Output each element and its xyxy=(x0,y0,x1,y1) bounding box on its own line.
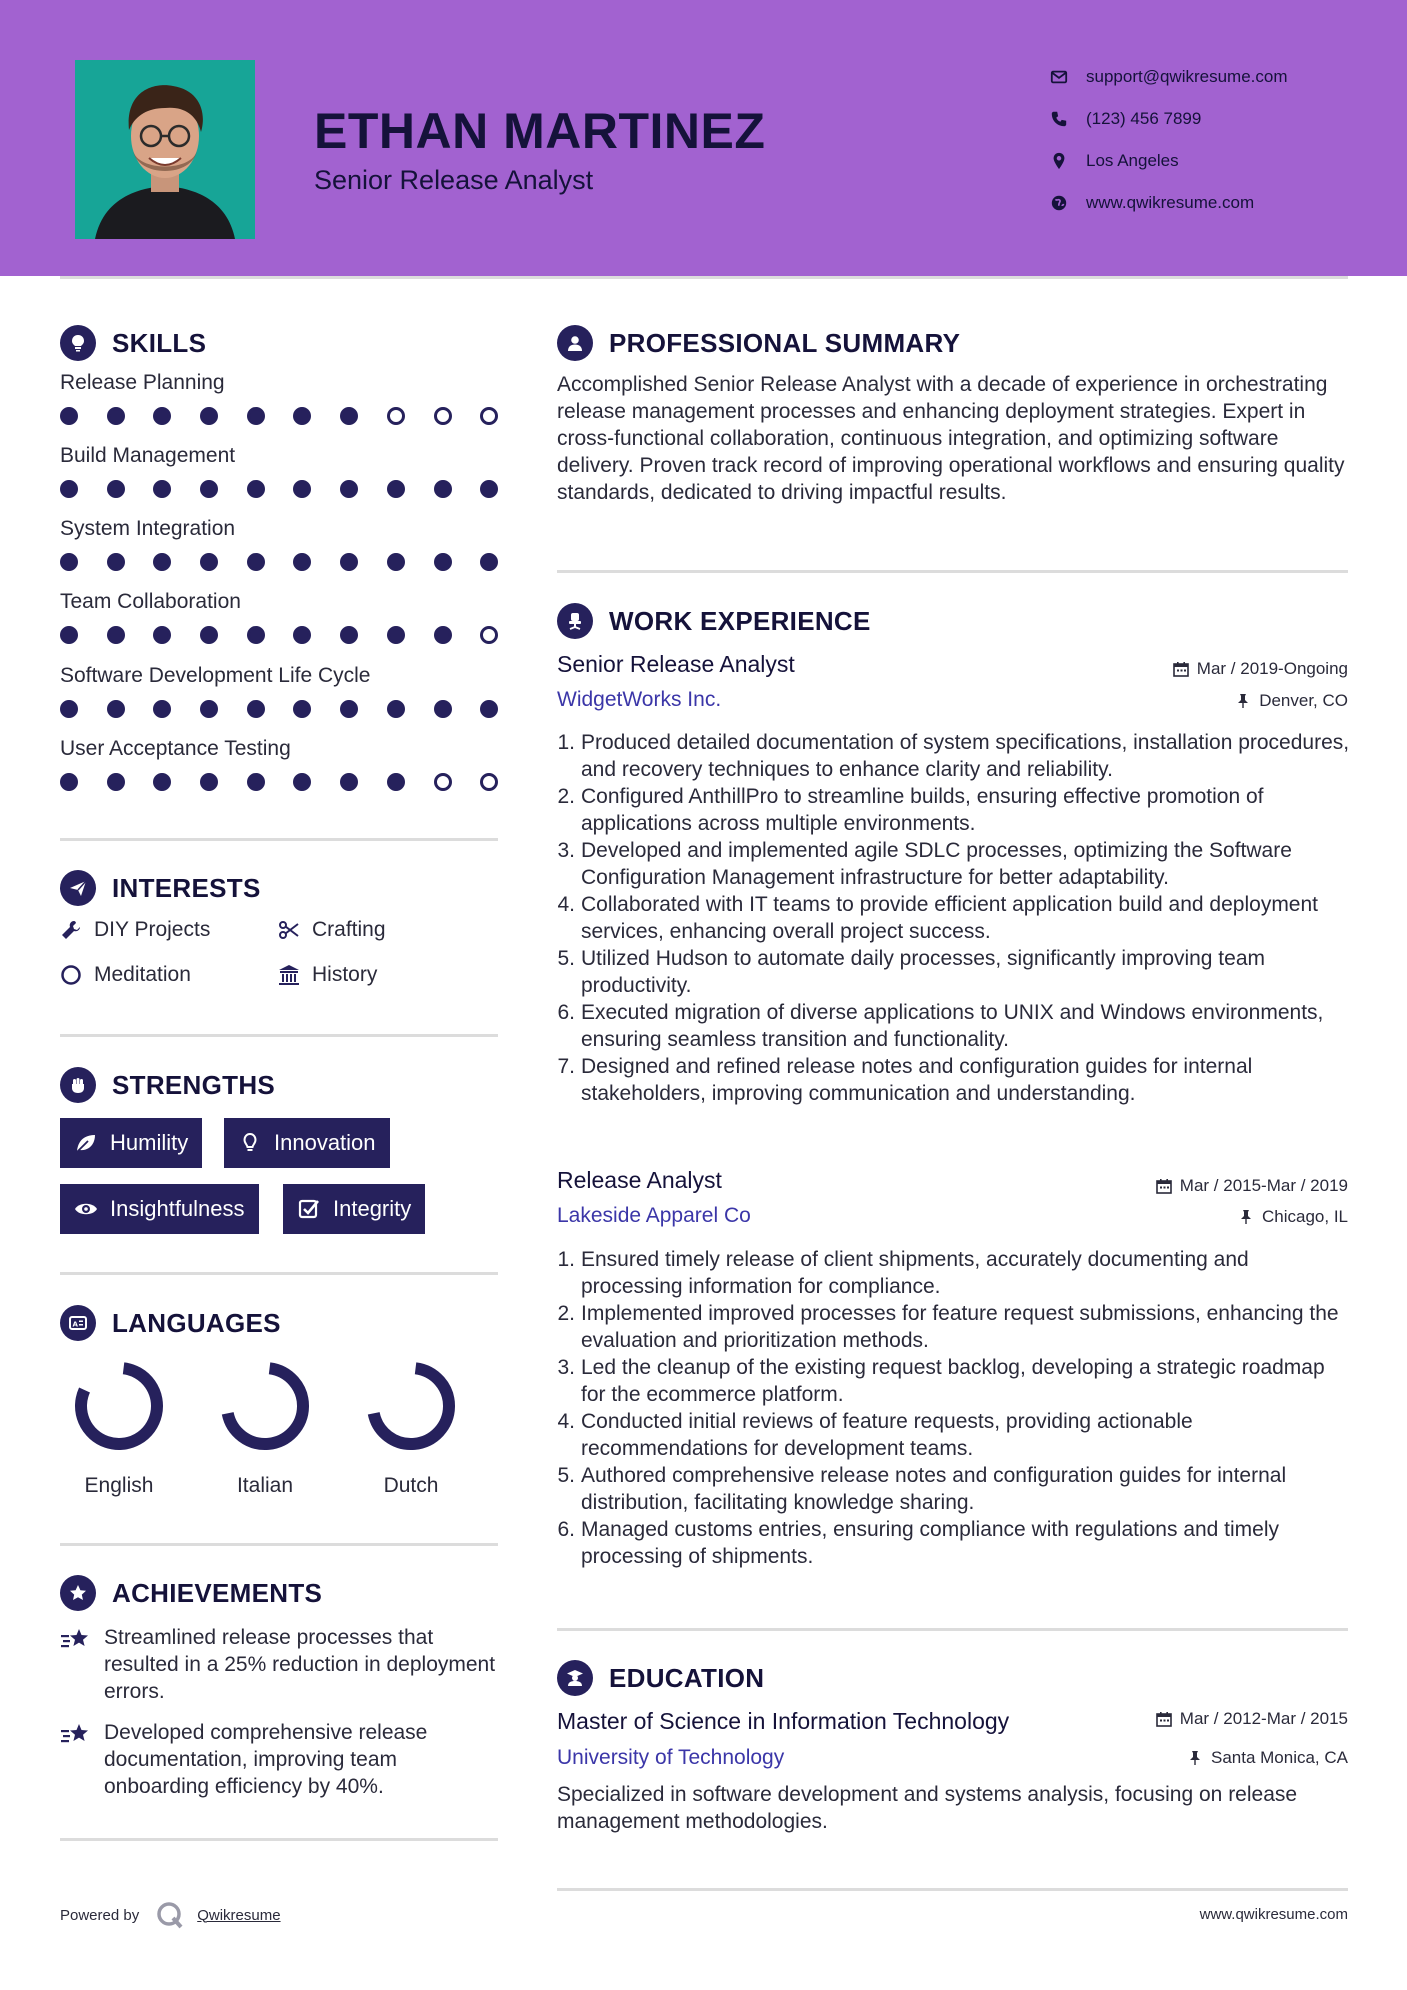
rating-dot-filled xyxy=(107,773,125,791)
responsibility-item xyxy=(551,1354,1351,1408)
contact-phone[interactable] xyxy=(1050,98,1390,140)
rating-dot-filled xyxy=(153,700,171,718)
rating-dot-filled xyxy=(200,773,218,791)
rating-dot-filled xyxy=(200,407,218,425)
skill-item xyxy=(60,737,500,791)
graduate-icon xyxy=(557,1660,593,1696)
interest-label: DIY Projects xyxy=(94,918,211,941)
list-number: 5. xyxy=(557,947,575,970)
language-level-gauge xyxy=(217,1358,313,1454)
strength-label: Innovation xyxy=(274,1130,376,1155)
rating-dot-filled xyxy=(434,700,452,718)
calendar-icon xyxy=(1156,1711,1172,1727)
responsibility-item xyxy=(551,729,1351,783)
globe-icon xyxy=(1050,194,1068,212)
email-text: support@qwikresume.com xyxy=(1086,67,1288,86)
rating-dot-filled xyxy=(434,626,452,644)
skill-rating xyxy=(60,480,500,498)
resume-header xyxy=(0,0,1407,276)
education-location-text: Santa Monica, CA xyxy=(1210,1748,1348,1767)
job-dates-text: Mar / 2015-Mar / 2019 xyxy=(1179,1176,1348,1195)
strength-label: Humility xyxy=(110,1130,189,1155)
responsibility-item xyxy=(551,1300,1351,1354)
responsibility-text: Collaborated with IT teams to provide efficient application build and deployment services, enhancing overall project success. xyxy=(581,893,1318,943)
rating-dot-filled xyxy=(107,480,125,498)
museum-icon xyxy=(278,964,300,986)
responsibility-text: Authored comprehensive release notes and configuration guides for internal distribution, facilitating knowledge sharing. xyxy=(581,1464,1287,1514)
rating-dot-filled xyxy=(247,407,265,425)
skill-name: Team Collaboration xyxy=(60,590,241,613)
qwikresume-logo-icon xyxy=(155,1900,185,1930)
rating-dot-empty xyxy=(480,773,498,791)
achievement-text: Developed comprehensive release documentation, improving team onboarding efficiency by 40%. xyxy=(104,1721,428,1798)
skill-item xyxy=(60,590,500,644)
skills-heading xyxy=(60,325,206,361)
rating-dot-filled xyxy=(387,773,405,791)
rating-dot-filled xyxy=(60,407,78,425)
skill-item xyxy=(60,664,500,718)
strength-integrity xyxy=(283,1184,425,1234)
list-number: 1. xyxy=(557,1248,575,1271)
languages-heading xyxy=(60,1305,281,1341)
rating-dot-filled xyxy=(434,480,452,498)
rating-dot-filled xyxy=(340,773,358,791)
degree-title: Master of Science in Information Technology xyxy=(557,1708,1010,1734)
education-dates-text: Mar / 2012-Mar / 2015 xyxy=(1179,1709,1348,1728)
responsibility-text: Produced detailed documentation of system specifications, installation procedures, and recovery techniques to enhance clarity and reliability. xyxy=(581,731,1350,781)
skill-rating xyxy=(60,407,500,425)
responsibility-text: Designed and refined release notes and configuration guides for internal stakeholders, improving communication and understanding. xyxy=(581,1055,1253,1105)
achievement-text: Streamlined release processes that resulted in a 25% reduction in deployment errors. xyxy=(104,1626,496,1703)
list-number: 2. xyxy=(557,1302,575,1325)
contact-info xyxy=(1050,56,1390,224)
rating-dot-filled xyxy=(434,553,452,571)
lightbulb-icon xyxy=(60,325,96,361)
responsibility-item xyxy=(551,1053,1351,1107)
interest-label: History xyxy=(312,963,378,986)
rating-dot-filled xyxy=(387,626,405,644)
language-name: Dutch xyxy=(383,1474,439,1497)
responsibility-item xyxy=(551,999,1351,1053)
rating-dot-filled xyxy=(293,480,311,498)
calendar-icon xyxy=(1156,1178,1172,1194)
contact-email[interactable] xyxy=(1050,56,1390,98)
rating-dot-filled xyxy=(200,700,218,718)
responsibility-item xyxy=(551,891,1351,945)
interest-diy-projects xyxy=(60,918,210,942)
summary-title: PROFESSIONAL SUMMARY xyxy=(609,327,961,358)
rating-dot-filled xyxy=(293,553,311,571)
shooting-star-icon xyxy=(60,1721,92,1749)
education-divider xyxy=(557,1888,1348,1891)
rating-dot-empty xyxy=(480,626,498,644)
rating-dot-filled xyxy=(60,773,78,791)
wrench-icon xyxy=(60,919,82,941)
rating-dot-filled xyxy=(107,626,125,644)
responsibility-item xyxy=(551,1408,1351,1462)
strengths-heading xyxy=(60,1067,275,1103)
list-number: 6. xyxy=(557,1518,575,1541)
strength-label: Insightfulness xyxy=(110,1196,245,1221)
achievement-item xyxy=(60,1624,500,1705)
calendar-icon xyxy=(1173,661,1189,677)
company-name: Lakeside Apparel Co xyxy=(557,1204,751,1227)
job-location-text: Chicago, IL xyxy=(1262,1207,1348,1226)
skill-rating xyxy=(60,773,500,791)
rating-dot-filled xyxy=(247,773,265,791)
rating-dot-filled xyxy=(340,700,358,718)
language-level-arc xyxy=(228,1368,303,1444)
rating-dot-filled xyxy=(293,407,311,425)
list-number: 7. xyxy=(557,1055,575,1078)
rating-dot-empty xyxy=(434,773,452,791)
skills-divider xyxy=(60,838,498,841)
summary-divider xyxy=(557,570,1348,573)
experience-title: WORK EXPERIENCE xyxy=(609,605,871,636)
language-level-gauge xyxy=(363,1358,459,1454)
strength-insightfulness xyxy=(60,1184,259,1234)
rating-dot-filled xyxy=(340,480,358,498)
rating-dot-filled xyxy=(60,553,78,571)
responsibility-item xyxy=(551,1246,1351,1300)
rating-dot-filled xyxy=(200,553,218,571)
language-name: Italian xyxy=(236,1474,294,1497)
rating-dot-filled xyxy=(107,700,125,718)
responsibility-text: Configured AnthillPro to streamline builds, ensuring effective promotion of applications across multiple environments. xyxy=(581,785,1264,835)
office-chair-icon xyxy=(557,603,593,639)
skill-name: System Integration xyxy=(60,517,236,540)
svg-text:A: A xyxy=(72,1320,79,1329)
rating-dot-filled xyxy=(340,626,358,644)
rating-dot-filled xyxy=(247,553,265,571)
location-text: Los Angeles xyxy=(1086,151,1179,170)
language-item xyxy=(351,1358,471,1498)
pushpin-icon xyxy=(1187,1750,1203,1766)
contact-location xyxy=(1050,140,1390,182)
check-square-icon xyxy=(297,1197,321,1221)
rating-dot-filled xyxy=(247,700,265,718)
responsibility-text: Managed customs entries, ensuring compliance with regulations and timely processing of shipments. xyxy=(581,1518,1280,1568)
circle-icon xyxy=(60,964,82,986)
achievements-divider xyxy=(60,1838,498,1841)
rating-dot-filled xyxy=(60,700,78,718)
rating-dot-filled xyxy=(153,773,171,791)
job-title: Senior Release Analyst xyxy=(557,651,795,677)
phone-text: (123) 456 7899 xyxy=(1086,109,1202,128)
skill-name: Build Management xyxy=(60,444,236,467)
responsibility-item xyxy=(551,1462,1351,1516)
rating-dot-filled xyxy=(480,553,498,571)
strengths-divider xyxy=(60,1272,498,1275)
rating-dot-filled xyxy=(293,773,311,791)
rating-dot-filled xyxy=(153,407,171,425)
rating-dot-empty xyxy=(480,407,498,425)
list-number: 3. xyxy=(557,1356,575,1379)
list-number: 4. xyxy=(557,893,575,916)
user-icon xyxy=(557,325,593,361)
list-number: 1. xyxy=(557,731,575,754)
languages-divider xyxy=(60,1543,498,1546)
strength-humility xyxy=(60,1118,202,1168)
education-heading xyxy=(557,1660,764,1696)
strength-innovation xyxy=(224,1118,390,1168)
leaf-icon xyxy=(74,1131,98,1155)
skills-title: SKILLS xyxy=(112,327,207,358)
fist-icon xyxy=(60,1067,96,1103)
education-description: Specialized in software development and systems analysis, focusing on release management methodologies. xyxy=(557,1783,1298,1833)
strength-label: Integrity xyxy=(333,1196,412,1221)
company-name: WidgetWorks Inc. xyxy=(557,688,722,711)
language-item xyxy=(59,1358,179,1498)
responsibility-item xyxy=(551,945,1351,999)
rating-dot-filled xyxy=(387,700,405,718)
footer-powered-by xyxy=(60,1900,281,1930)
list-number: 4. xyxy=(557,1410,575,1433)
shooting-star-icon xyxy=(60,1626,92,1654)
map-pin-icon xyxy=(1050,152,1068,170)
job-dates xyxy=(1048,659,1348,679)
list-number: 6. xyxy=(557,1001,575,1024)
rating-dot-filled xyxy=(200,626,218,644)
contact-website[interactable] xyxy=(1050,182,1390,224)
interest-meditation xyxy=(60,963,191,987)
eye-icon xyxy=(74,1197,98,1221)
responsibility-text: Executed migration of diverse applications to UNIX and Windows environments, ensuring seamless transition and functionality. xyxy=(581,1001,1324,1051)
skill-rating xyxy=(60,553,500,571)
candidate-name: ETHAN MARTINEZ xyxy=(314,103,766,159)
interest-history xyxy=(278,963,377,987)
strengths-title: STRENGTHS xyxy=(112,1069,276,1100)
rating-dot-filled xyxy=(107,553,125,571)
interests-title: INTERESTS xyxy=(112,872,261,903)
job-location xyxy=(1048,1207,1348,1227)
rating-dot-filled xyxy=(480,700,498,718)
language-level-arc xyxy=(81,1368,157,1444)
footer-website[interactable]: www.qwikresume.com xyxy=(1199,1906,1348,1923)
star-badge-icon xyxy=(60,1575,96,1611)
responsibility-item xyxy=(551,783,1351,837)
rating-dot-filled xyxy=(107,407,125,425)
header-divider xyxy=(60,276,1348,279)
rating-dot-filled xyxy=(387,553,405,571)
list-number: 5. xyxy=(557,1464,575,1487)
interest-label: Crafting xyxy=(312,918,386,941)
skill-name: User Acceptance Testing xyxy=(60,737,291,760)
responsibility-item xyxy=(551,837,1351,891)
responsibility-text: Implemented improved processes for feature request submissions, enhancing the evaluation and prioritization methods. xyxy=(581,1302,1339,1352)
language-name: English xyxy=(84,1474,154,1497)
rating-dot-filled xyxy=(60,626,78,644)
education-title: EDUCATION xyxy=(609,1662,765,1693)
rating-dot-empty xyxy=(434,407,452,425)
responsibility-item xyxy=(551,1516,1351,1570)
achievements-title: ACHIEVEMENTS xyxy=(112,1577,323,1608)
summary-text: Accomplished Senior Release Analyst with a decade of experience in orchestrating release management processes and enhancing deployment strategies. Expert in cross-functional collaboration, continuous integration, and optimizing software delivery. Proven track record of improving operational workflows and ensuring quality standards, dedicated to driving impactful results. xyxy=(557,373,1345,504)
profile-photo xyxy=(75,60,255,239)
job-responsibilities xyxy=(551,1246,1351,1570)
education-location xyxy=(1048,1748,1348,1768)
skill-rating xyxy=(60,700,500,718)
school-name: University of Technology xyxy=(557,1746,785,1769)
scissors-icon xyxy=(278,919,300,941)
job-title: Release Analyst xyxy=(557,1167,722,1193)
responsibility-text: Led the cleanup of the existing request backlog, developing a strategic roadmap for the ecommerce platform. xyxy=(581,1356,1325,1406)
brand-link[interactable]: Qwikresume xyxy=(197,1906,281,1924)
rating-dot-filled xyxy=(200,480,218,498)
rating-dot-filled xyxy=(153,553,171,571)
rating-dot-filled xyxy=(247,480,265,498)
interests-heading xyxy=(60,870,261,906)
rating-dot-filled xyxy=(480,480,498,498)
paper-plane-icon xyxy=(60,870,96,906)
powered-by-text: Powered by xyxy=(60,1906,140,1924)
pushpin-icon xyxy=(1238,1209,1254,1225)
language-level-gauge xyxy=(71,1358,167,1454)
achievement-item xyxy=(60,1719,500,1800)
responsibility-text: Conducted initial reviews of feature requests, providing actionable recommendations for development teams. xyxy=(581,1410,1193,1460)
rating-dot-empty xyxy=(387,407,405,425)
responsibility-text: Utilized Hudson to automate daily processes, significantly improving team productivity. xyxy=(581,947,1265,997)
languages-title: LANGUAGES xyxy=(112,1307,281,1338)
job-location-text: Denver, CO xyxy=(1259,691,1348,710)
rating-dot-filled xyxy=(340,553,358,571)
responsibility-text: Ensured timely release of client shipments, accurately documenting and processing information for compliance. xyxy=(581,1248,1249,1298)
skill-item xyxy=(60,371,500,425)
envelope-icon xyxy=(1050,68,1068,86)
skill-item xyxy=(60,444,500,498)
summary-heading xyxy=(557,325,960,361)
language-item xyxy=(205,1358,325,1498)
job-responsibilities xyxy=(551,729,1351,1107)
skill-name: Software Development Life Cycle xyxy=(60,664,371,687)
responsibility-text: Developed and implemented agile SDLC processes, optimizing the Software Configuration Management infrastructure for better adaptability. xyxy=(581,839,1292,889)
candidate-role: Senior Release Analyst xyxy=(314,165,594,195)
rating-dot-filled xyxy=(293,626,311,644)
rating-dot-filled xyxy=(153,626,171,644)
language-level-arc xyxy=(374,1368,449,1444)
experience-heading xyxy=(557,603,871,639)
rating-dot-filled xyxy=(293,700,311,718)
experience-divider xyxy=(557,1628,1348,1631)
education-dates xyxy=(1048,1709,1348,1729)
id-card-icon xyxy=(60,1305,96,1341)
website-text: www.qwikresume.com xyxy=(1086,193,1255,212)
list-number: 3. xyxy=(557,839,575,862)
interest-crafting xyxy=(278,918,386,942)
achievements-heading xyxy=(60,1575,322,1611)
skill-name: Release Planning xyxy=(60,371,225,394)
interests-divider xyxy=(60,1034,498,1037)
job-dates xyxy=(1048,1176,1348,1196)
rating-dot-filled xyxy=(153,480,171,498)
rating-dot-filled xyxy=(247,626,265,644)
rating-dot-filled xyxy=(60,480,78,498)
interest-label: Meditation xyxy=(94,963,191,986)
rating-dot-filled xyxy=(387,480,405,498)
pushpin-icon xyxy=(1235,693,1251,709)
job-dates-text: Mar / 2019-Ongoing xyxy=(1196,659,1348,678)
skill-item xyxy=(60,517,500,571)
rating-dot-filled xyxy=(340,407,358,425)
list-number: 2. xyxy=(557,785,575,808)
job-location xyxy=(1048,691,1348,711)
lightbulb-icon xyxy=(238,1131,262,1155)
skill-rating xyxy=(60,626,500,644)
phone-icon xyxy=(1050,110,1068,128)
